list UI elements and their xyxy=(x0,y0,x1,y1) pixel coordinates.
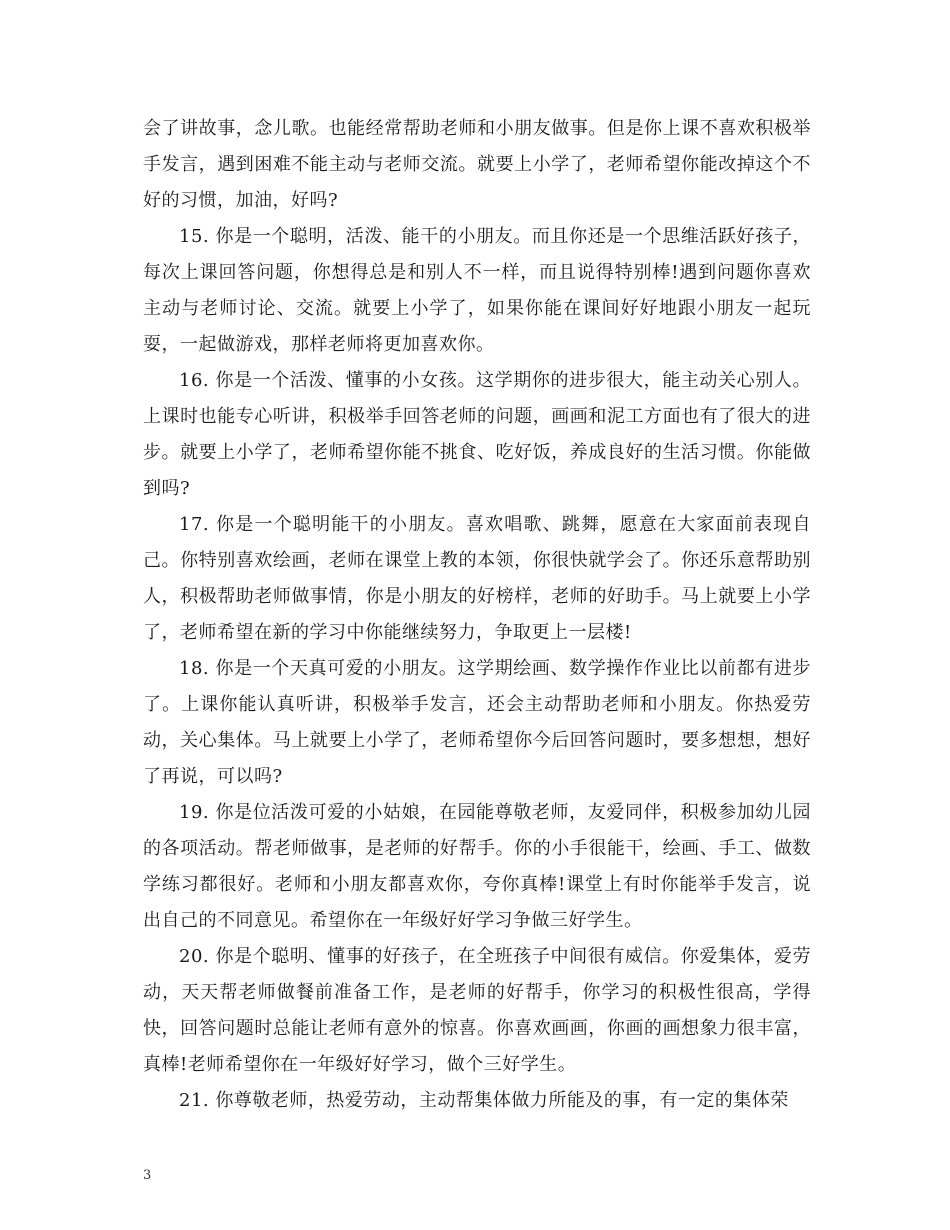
paragraph-item-19: 19. 你是位活泼可爱的小姑娘，在园能尊敬老师，友爱同伴，积极参加幼儿园的各项活动。帮老师做事，是老师的好帮手。你的小手很能干，绘画、手工、做数学练习都很好。老师和小朋友都喜欢你，夸你真棒!课堂上有时你能举手发言，说出自己的不同意见。希望你在一年级好好学习争做三好学生。 xyxy=(143,802,811,931)
paragraph-item-15: 15. 你是一个聪明，活泼、能干的小朋友。而且你还是一个思维活跃好孩子，每次上课回答问题，你想得总是和别人不一样，而且说得特别棒!遇到问题你喜欢主动与老师讨论、交流。就要上小学了，如果你能在课间好好地跟小朋友一起玩耍，一起做游戏，那样老师将更加喜欢你。 xyxy=(143,226,811,355)
paragraph-item-17: 17. 你是一个聪明能干的小朋友。喜欢唱歌、跳舞，愿意在大家面前表现自己。你特别喜欢绘画，老师在课堂上教的本领，你很快就学会了。你还乐意帮助别人，积极帮助老师做事情，你是小朋友的好榜样，老师的好助手。马上就要上小学了，老师希望在新的学习中你能继续努力，争取更上一层楼! xyxy=(143,514,811,643)
paragraph-item-18: 18. 你是一个天真可爱的小朋友。这学期绘画、数学操作作业比以前都有进步了。上课你能认真听讲，积极举手发言，还会主动帮助老师和小朋友。你热爱劳动，关心集体。马上就要上小学了，老师希望你今后回答问题时，要多想想，想好了再说，可以吗? xyxy=(143,658,811,787)
document-body xyxy=(143,111,811,1119)
paragraph-item-20: 20. 你是个聪明、懂事的好孩子，在全班孩子中间很有威信。你爱集体，爱劳动，天天帮老师做餐前准备工作，是老师的好帮手，你学习的积极性很高，学得快，回答问题时总能让老师有意外的惊喜。你喜欢画画，你画的画想象力很丰富，真棒!老师希望你在一年级好好学习，做个三好学生。 xyxy=(143,946,811,1075)
paragraph-item-21: 21. 你尊敬老师，热爱劳动，主动帮集体做力所能及的事，有一定的集体荣 xyxy=(179,1090,789,1111)
page-number: 3 xyxy=(143,1168,152,1183)
paragraph-continuation: 会了讲故事，念儿歌。也能经常帮助老师和小朋友做事。但是你上课不喜欢积极举手发言，遇到困难不能主动与老师交流。就要上小学了，老师希望你能改掉这个不好的习惯，加油，好吗? xyxy=(143,118,811,211)
paragraph-item-16: 16. 你是一个活泼、懂事的小女孩。这学期你的进步很大，能主动关心别人。上课时也能专心听讲，积极举手回答老师的问题，画画和泥工方面也有了很大的进步。就要上小学了，老师希望你能不挑食、吃好饭，养成良好的生活习惯。你能做到吗? xyxy=(143,370,811,499)
